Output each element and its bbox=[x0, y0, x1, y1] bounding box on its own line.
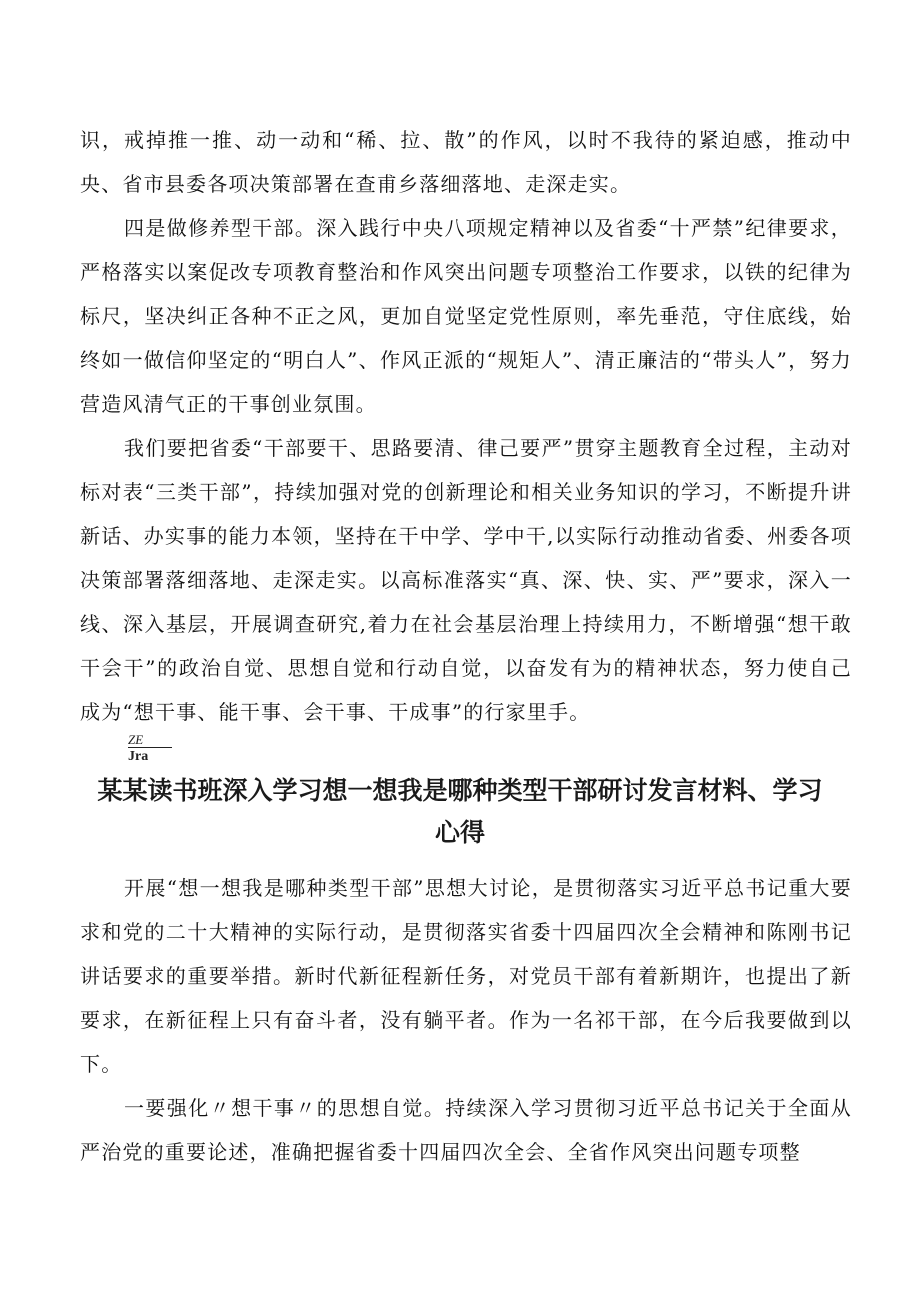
stamp-mark-line2: Jra bbox=[128, 749, 149, 764]
paragraph-continuation: 识，戒掉推一推、动一动和“稀、拉、散”的作风，以时不我待的紧迫感，推动中央、省市县委各项决策部署在查甫乡落细落地、走深走实。 bbox=[80, 128, 852, 196]
paragraph-point-one: 一要强化〃想干事〃的思想自觉。持续深入学习贯彻习近平总书记关于全面从严治党的重要论述，准确把握省委十四届四次全会、全省作风突出问题专项整 bbox=[80, 1096, 852, 1164]
stamp-mark-line1: ZE bbox=[128, 733, 172, 748]
paragraph-intro: 开展“想一想我是哪种类型干部”思想大讨论，是贯彻落实习近平总书记重大要求和党的二十大精神的实际行动，是贯彻落实省委十四届四次全会精神和陈刚书记讲话要求的重要举措。新时代新征程新任务，对党员干部有着新期许，也提出了新要求，在新征程上只有奋斗者，没有躺平者。作为一名祁干部，在今后我要做到以下。 bbox=[80, 876, 852, 1076]
stamp-mark bbox=[128, 733, 172, 763]
paragraph-conclusion: 我们要把省委“干部要干、思路要清、律己要严”贯穿主题教育全过程，主动对标对表“三类干部”，持续加强对党的创新理论和相关业务知识的学习，不断提升讲新话、办实事的能力本领，坚持在干中学、学中干,以实际行动推动省委、州委各项决策部署落细落地、走深走实。以高标准落实“真、深、快、实、严”要求，深入一线、深入基层，开展调查研究,着力在社会基层治理上持续用力，不断增强“想干敢干会干”的政治自觉、思想自觉和行动自觉，以奋发有为的精神状态，努力使自己成为“想干事、能干事、会干事、干成事”的行家里手。 bbox=[80, 436, 852, 724]
section-heading: 某某读书班深入学习想一想我是哪种类型干部研讨发言材料、学习心得 bbox=[97, 776, 823, 847]
paragraph-cultivated-cadre: 四是做修养型干部。深入践行中央八项规定精神以及省委“十严禁”纪律要求，严格落实以案促改专项教育整治和作风突出问题专项整治工作要求，以铁的纪律为标尺，坚决纠正各种不正之风，更加自觉坚定党性原则，率先垂范，守住底线，始终如一做信仰坚定的“明白人”、作风正派的“规矩人”、清正廉洁的“带头人”，努力营造风清气正的干事创业氛围。 bbox=[80, 216, 852, 416]
